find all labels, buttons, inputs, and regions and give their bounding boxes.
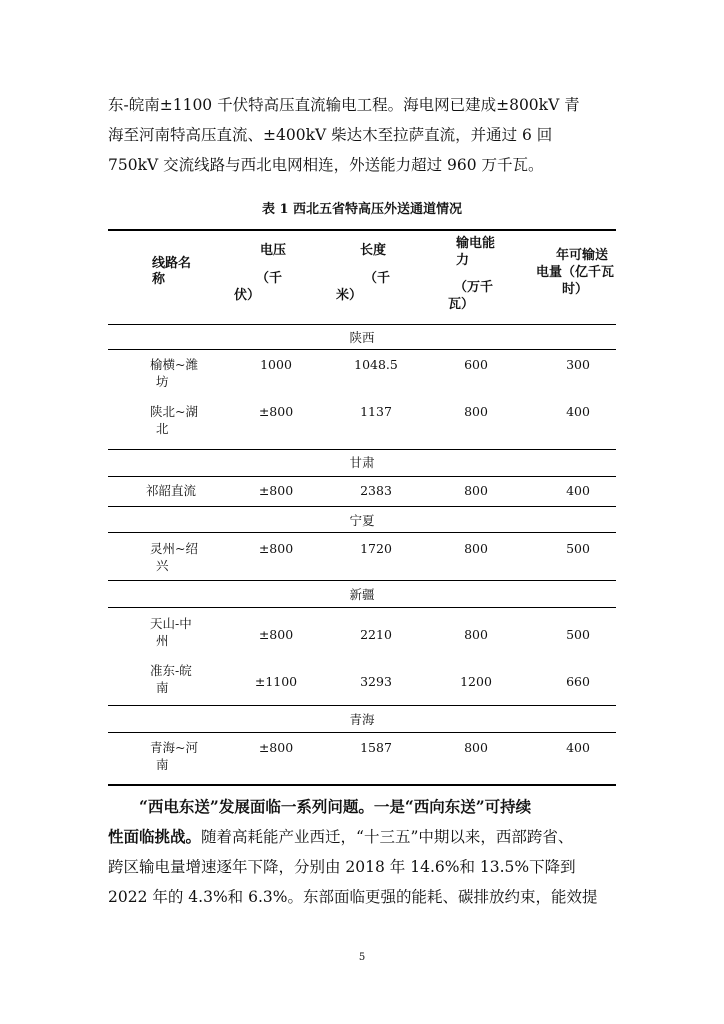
length-cell: 1137 xyxy=(360,404,392,419)
province-label: 新疆 xyxy=(349,587,375,602)
table-rule xyxy=(108,607,616,608)
province-label: 青海 xyxy=(349,712,375,727)
page-number: 5 xyxy=(358,952,366,963)
header-voltage: 电压 （千 伏） xyxy=(234,243,287,303)
table-rule xyxy=(108,506,616,507)
line-name: 榆横~潍 坊 xyxy=(150,357,198,389)
capacity-cell: 800 xyxy=(464,483,488,498)
table-rule xyxy=(108,580,616,581)
annual-cell: 660 xyxy=(566,674,590,689)
annual-cell: 400 xyxy=(566,483,590,498)
line-name: 青海~河 南 xyxy=(150,740,198,772)
length-cell: 1720 xyxy=(360,541,392,556)
line-name: 灵州~绍 兴 xyxy=(150,541,198,573)
intro-line: 东-皖南±1100 千伏特高压直流输电工程。海电网已建成±800kV 青 xyxy=(108,96,580,114)
voltage-cell: ±800 xyxy=(258,740,294,755)
length-cell: 2383 xyxy=(360,483,392,498)
length-cell: 3293 xyxy=(360,674,392,689)
length-cell: 1587 xyxy=(360,740,392,755)
intro-paragraph xyxy=(108,90,616,180)
voltage-cell: 1000 xyxy=(260,357,292,372)
annual-cell: 500 xyxy=(566,627,590,642)
annual-cell: 400 xyxy=(566,404,590,419)
table-bottom-rule xyxy=(108,784,616,786)
capacity-cell: 800 xyxy=(464,627,488,642)
header-annual: 年可输送 电量（亿千瓦 时） xyxy=(535,248,614,297)
voltage-cell: ±800 xyxy=(258,627,294,642)
capacity-cell: 600 xyxy=(464,357,488,372)
length-cell: 1048.5 xyxy=(354,357,398,372)
annual-cell: 500 xyxy=(566,541,590,556)
capacity-cell: 800 xyxy=(464,740,488,755)
closing-paragraph xyxy=(108,792,616,912)
table-rule xyxy=(108,532,616,533)
capacity-cell: 800 xyxy=(464,404,488,419)
voltage-cell: ±800 xyxy=(258,404,294,419)
province-label: 陕西 xyxy=(349,330,375,345)
voltage-cell: ±1100 xyxy=(254,674,298,689)
intro-line: 750kV 交流线路与西北电网相连，外送能力超过 960 万千瓦。 xyxy=(108,156,544,174)
closing-line: 跨区输电量增速逐年下降，分别由 2018 年 14.6%和 13.5%下降到 xyxy=(108,858,576,876)
line-name: 准东-皖 南 xyxy=(150,663,192,695)
table-rule xyxy=(108,476,616,477)
table-rule xyxy=(108,705,616,706)
province-label: 甘肃 xyxy=(349,455,375,470)
table-caption: 表 1 西北五省特高压外送通道情况 xyxy=(261,202,463,217)
header-capacity: 输电能 力 （万千 瓦） xyxy=(448,236,496,312)
closing-line-bold: “西电东送”发展面临一系列问题。一是“西向东送”可持续 xyxy=(139,797,532,816)
voltage-cell: ±800 xyxy=(258,541,294,556)
table-rule xyxy=(108,349,616,350)
table-rule xyxy=(108,732,616,733)
closing-line: 2022 年的 4.3%和 6.3%。东部面临更强的能耗、碳排放约束，能效提 xyxy=(108,888,598,906)
line-name: 祁韶直流 xyxy=(146,483,197,498)
voltage-cell: ±800 xyxy=(258,483,294,498)
table-rule xyxy=(108,449,616,450)
province-label: 宁夏 xyxy=(349,513,375,528)
line-name: 陕北~湖 北 xyxy=(150,404,198,436)
annual-cell: 300 xyxy=(566,357,590,372)
annual-cell: 400 xyxy=(566,740,590,755)
header-length: 长度 （千 米） xyxy=(336,243,391,303)
closing-line xyxy=(108,822,616,852)
line-name: 天山-中 州 xyxy=(150,616,192,648)
header-name: 线路名 称 xyxy=(152,256,192,287)
length-cell: 2210 xyxy=(360,627,392,642)
table-rule xyxy=(108,324,616,325)
table-top-rule xyxy=(108,229,616,231)
closing-text: 随着高耗能产业西迁，“十三五”中期以来，西部跨省、 xyxy=(201,828,574,846)
closing-emphasis: 性面临挑战。 xyxy=(108,827,202,846)
capacity-cell: 800 xyxy=(464,541,488,556)
intro-line: 海至河南特高压直流、±400kV 柴达木至拉萨直流，并通过 6 回 xyxy=(108,126,553,144)
capacity-cell: 1200 xyxy=(460,674,492,689)
